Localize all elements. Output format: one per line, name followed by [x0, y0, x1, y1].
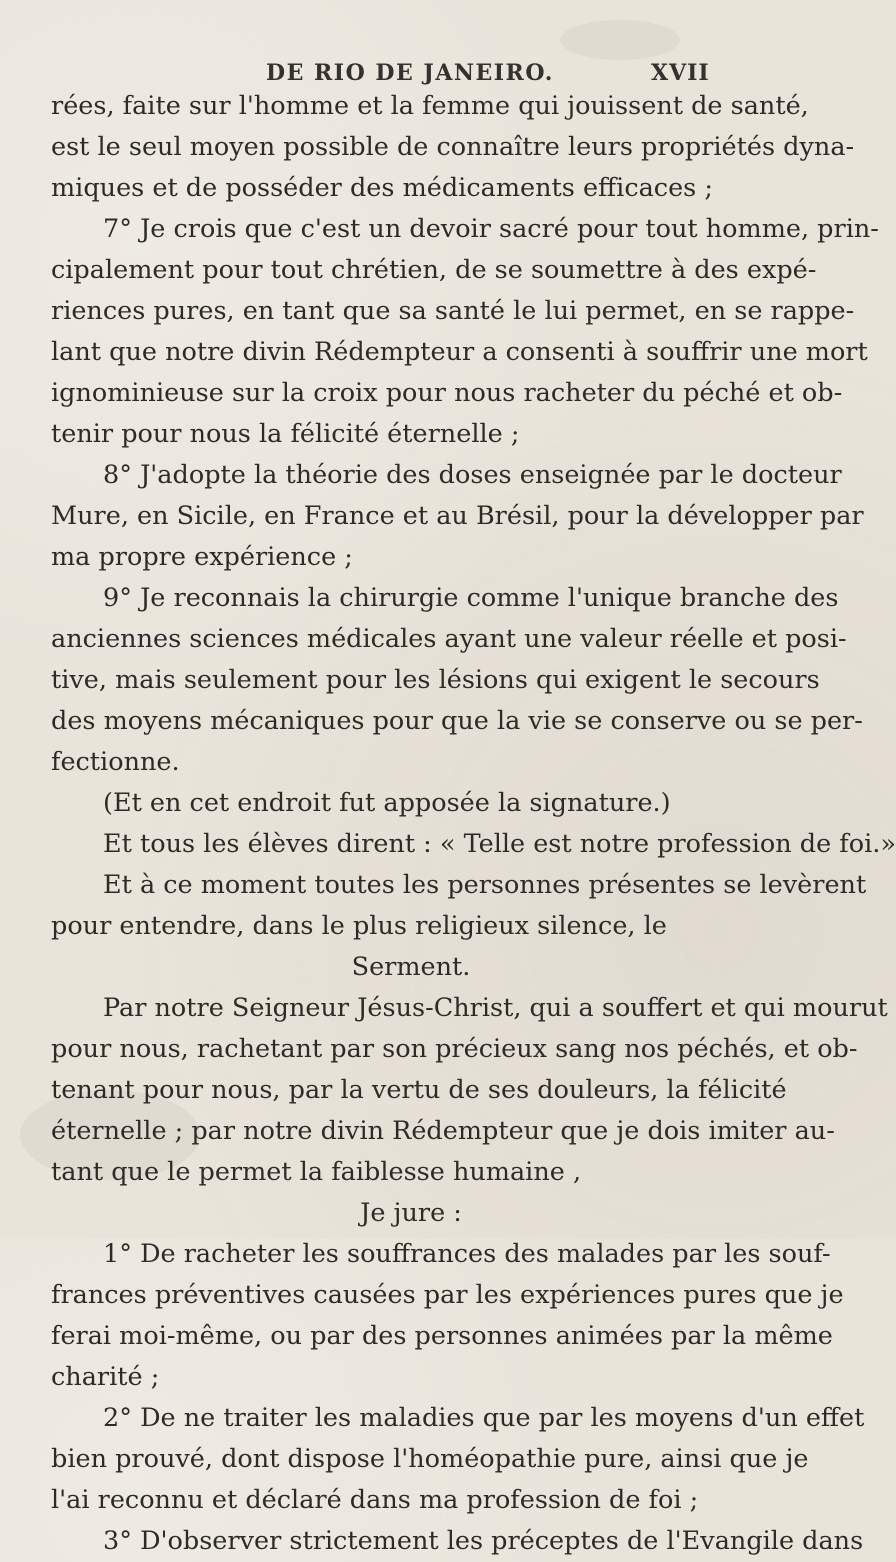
paper-stain: [560, 20, 680, 60]
text-line: charité ;: [51, 1362, 160, 1392]
page-header: [0, 56, 801, 90]
text-line: Et à ce moment toutes les personnes présentes se levèrent: [103, 870, 867, 900]
text-line: miques et de posséder des médicaments efficaces ;: [51, 173, 713, 203]
text-line: rées, faite sur l'homme et la femme qui jouissent de santé,: [51, 91, 809, 121]
text-line: 2° De ne traiter les maladies que par les moyens d'un effet: [103, 1403, 865, 1433]
body-text: [51, 86, 896, 1562]
text-line: (Et en cet endroit fut apposée la signature.): [103, 788, 671, 818]
text-line: Et tous les élèves dirent : « Telle est notre profession de foi.»: [103, 829, 896, 859]
text-line: fectionne.: [51, 747, 180, 777]
text-line: anciennes sciences médicales ayant une valeur réelle et posi-: [51, 624, 847, 654]
text-line: ignominieuse sur la croix pour nous racheter du péché et ob-: [51, 378, 843, 408]
text-line: tenir pour nous la félicité éternelle ;: [51, 419, 520, 449]
section-heading: Serment.: [351, 952, 471, 982]
text-line: pour nous, rachetant par son précieux sang nos péchés, et ob-: [51, 1034, 858, 1064]
section-heading: Je jure :: [360, 1198, 462, 1228]
text-line: 3° D'observer strictement les préceptes de l'Evangile dans: [103, 1526, 864, 1556]
text-line: lant que notre divin Rédempteur a consenti à souffrir une mort: [51, 337, 868, 367]
text-line: Par notre Seigneur Jésus-Christ, qui a souffert et qui mourut: [103, 993, 888, 1023]
text-line: frances préventives causées par les expériences pures que je: [51, 1280, 844, 1310]
page-number: XVII: [651, 60, 710, 86]
text-line: 1° De racheter les souffrances des malades par les souf-: [103, 1239, 831, 1269]
text-line: ferai moi-même, ou par des personnes animées par la même: [51, 1321, 833, 1351]
text-line: tenant pour nous, par la vertu de ses douleurs, la félicité: [51, 1075, 787, 1105]
text-line: 7° Je crois que c'est un devoir sacré pour tout homme, prin-: [103, 214, 879, 244]
text-line: est le seul moyen possible de connaître leurs propriétés dyna-: [51, 132, 855, 162]
text-line: tive, mais seulement pour les lésions qui exigent le secours: [51, 665, 820, 695]
text-line: ma propre expérience ;: [51, 542, 353, 572]
text-line: l'ai reconnu et déclaré dans ma profession de foi ;: [51, 1485, 699, 1515]
text-line: riences pures, en tant que sa santé le lui permet, en se rappe-: [51, 296, 855, 326]
text-line: cipalement pour tout chrétien, de se soumettre à des expé-: [51, 255, 817, 285]
text-line: tant que le permet la faiblesse humaine ,: [51, 1157, 582, 1187]
text-line: 8° J'adopte la théorie des doses enseignée par le docteur: [103, 460, 842, 490]
text-line: éternelle ; par notre divin Rédempteur que je dois imiter au-: [51, 1116, 835, 1146]
text-line: bien prouvé, dont dispose l'homéopathie pure, ainsi que je: [51, 1444, 809, 1474]
text-line: pour entendre, dans le plus religieux silence, le: [51, 911, 667, 941]
text-line: des moyens mécaniques pour que la vie se conserve ou se per-: [51, 706, 863, 736]
text-line: 9° Je reconnais la chirurgie comme l'unique branche des: [103, 583, 839, 613]
text-line: Mure, en Sicile, en France et au Brésil, pour la développer par: [51, 501, 864, 531]
running-head: DE RIO DE JANEIRO.: [266, 60, 554, 86]
